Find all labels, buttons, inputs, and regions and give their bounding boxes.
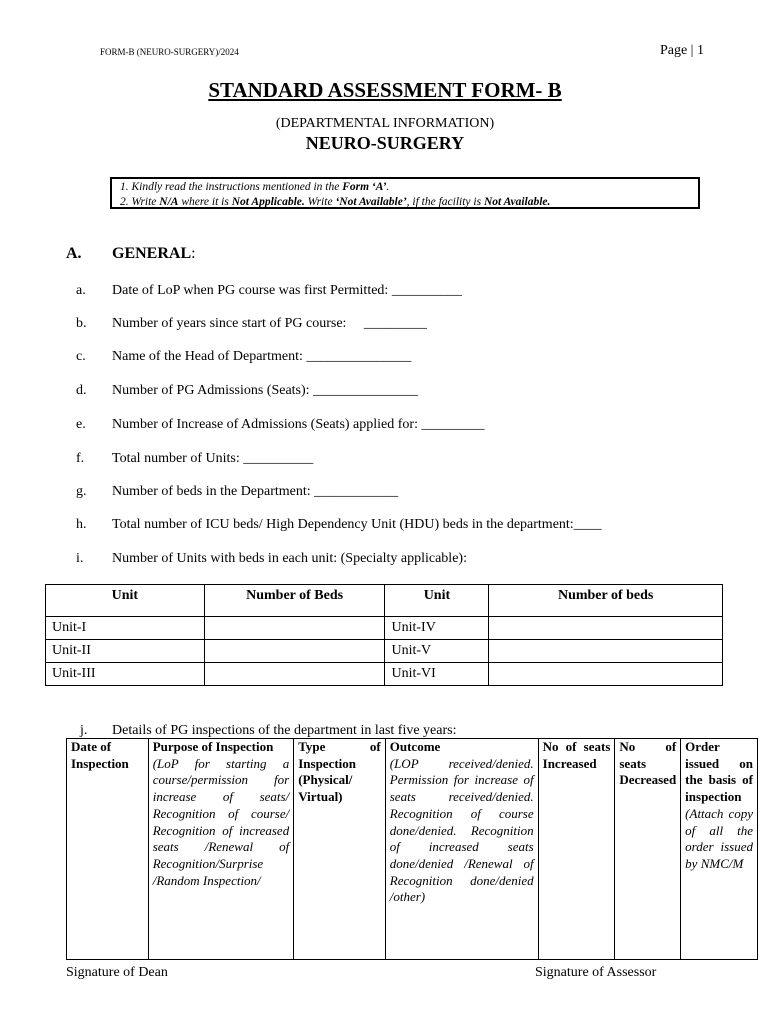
inspection-details-table	[66, 738, 758, 960]
outcome-header: Outcome (LOP received/denied. Permission for increase of seats received/denied. Recognition of course done/denied. Recognition of increased seats done/denied /Renewal of Recognition done/denied /other)	[385, 739, 538, 960]
order-issued-header: Order issued on the basis of inspection (Attach copy of all the order issued by NMC/M	[681, 739, 758, 960]
unit-cell: Unit-I	[46, 617, 205, 640]
unit-cell: Unit-VI	[385, 663, 489, 686]
unit-cell: Unit-IV	[385, 617, 489, 640]
units-header-beds: Number of Beds	[204, 585, 385, 617]
beds-cell[interactable]	[489, 617, 723, 640]
unit-cell: Unit-III	[46, 663, 205, 686]
beds-cell[interactable]	[489, 663, 723, 686]
units-beds-table	[45, 584, 723, 686]
seats-decreased-header: No of seats Decreased	[615, 739, 681, 960]
table-row	[46, 640, 723, 663]
beds-cell[interactable]	[204, 640, 385, 663]
signature-assessor: Signature of Assessor	[535, 965, 657, 980]
page-title: STANDARD ASSESSMENT FORM- B	[208, 78, 562, 102]
instructions-box	[110, 177, 700, 209]
instruction-line-1: 1. Kindly read the instructions mentioned in the Form ‘A’.	[120, 181, 390, 193]
beds-cell[interactable]	[204, 663, 385, 686]
inspection-header-row	[67, 739, 758, 960]
department-name: NEURO-SURGERY	[305, 133, 465, 153]
units-header-unit-2: Unit	[385, 585, 489, 617]
section-letter: A.	[66, 245, 82, 262]
item-j-letter: j.	[80, 723, 88, 738]
units-header-beds-2: Number of beds	[489, 585, 723, 617]
purpose-of-inspection-header: Purpose of Inspection (LoP for starting a course/permission for increase of seats/ Recognition of course/ Recognition of increased seats /Renewal of Recognition/Surprise /Random Inspection/	[148, 739, 294, 960]
beds-cell[interactable]	[204, 617, 385, 640]
page-number: Page | 1	[659, 43, 704, 58]
instruction-line-2: 2. Write N/A where it is Not Applicable. Write ‘Not Available’, if the facility is Not Available.	[120, 196, 551, 208]
units-table-header-row	[46, 585, 723, 617]
section-title: GENERAL:	[112, 245, 196, 262]
seats-increased-header: No of seats Increased	[538, 739, 615, 960]
date-of-inspection-header: Date of Inspection	[67, 739, 149, 960]
units-header-unit: Unit	[46, 585, 205, 617]
form-code: FORM-B (NEURO-SURGERY)/2024	[100, 47, 239, 57]
beds-cell[interactable]	[489, 640, 723, 663]
type-of-inspection-header: Type of Inspection (Physical/ Virtual)	[294, 739, 386, 960]
table-row	[46, 617, 723, 640]
page-subtitle: (DEPARTMENTAL INFORMATION)	[275, 116, 495, 131]
unit-cell: Unit-V	[385, 640, 489, 663]
unit-cell: Unit-II	[46, 640, 205, 663]
item-j-text: Details of PG inspections of the department in last five years:	[112, 723, 457, 738]
signature-dean: Signature of Dean	[66, 965, 168, 980]
table-row	[46, 663, 723, 686]
